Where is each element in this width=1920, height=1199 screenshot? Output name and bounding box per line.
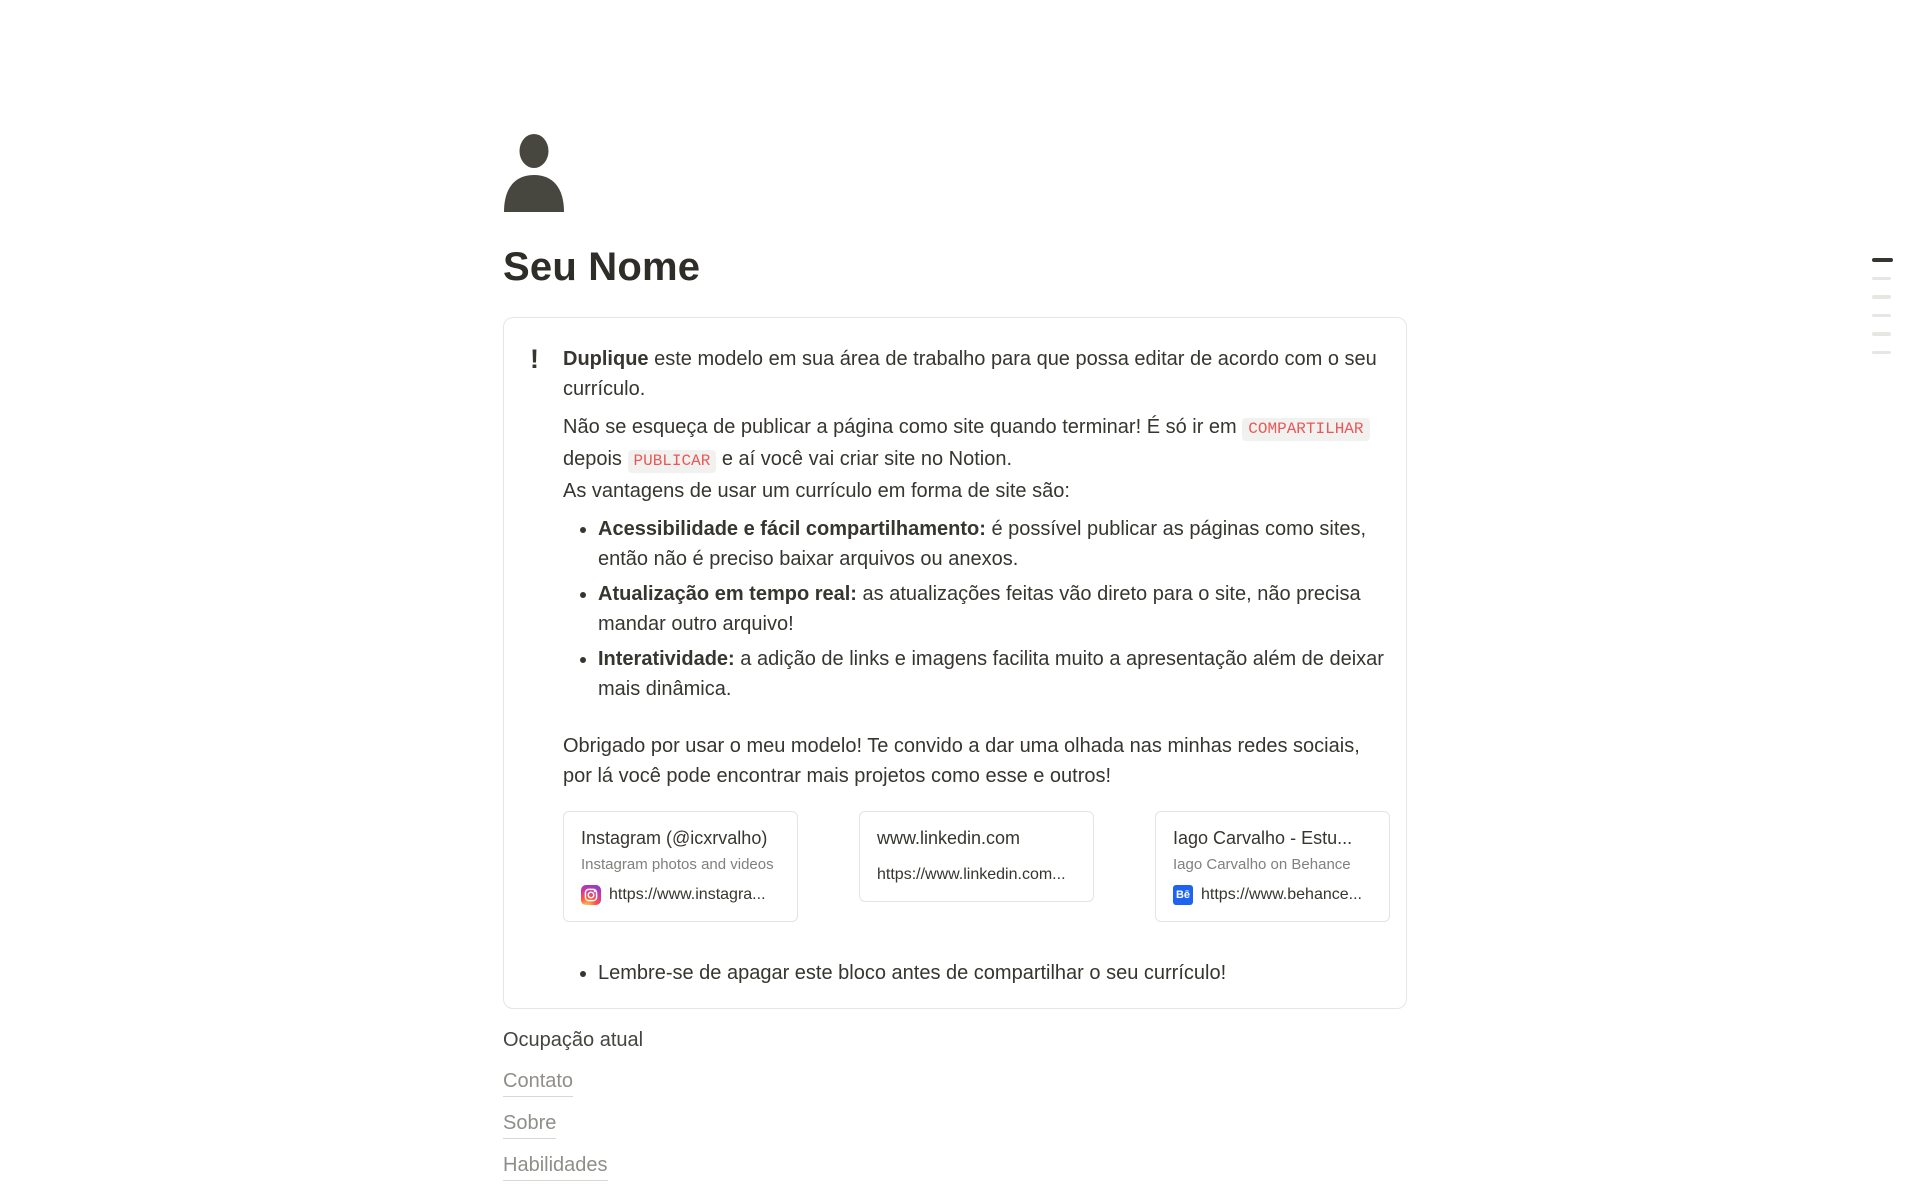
- page-link-contato[interactable]: Contato: [503, 1066, 573, 1097]
- bookmark-url: https://www.linkedin.com...: [877, 866, 1066, 883]
- body-text: este modelo em sua área de trabalho para que possa editar de acordo com o seu currículo.: [563, 348, 1377, 400]
- behance-icon: Bē: [1173, 885, 1193, 905]
- bookmark-url-row: [877, 864, 1076, 886]
- code-badge-publicar: PUBLICAR: [628, 450, 717, 473]
- callout-block: [503, 317, 1407, 1009]
- bookmark-url-row: [581, 884, 780, 906]
- bold-text: Atualização em tempo real:: [598, 583, 857, 605]
- bold-text: Acessibilidade e fácil compartilhamento:: [598, 518, 986, 540]
- toc-bar[interactable]: [1872, 351, 1891, 355]
- toc-bar[interactable]: [1872, 332, 1891, 336]
- bookmark-title: Instagram (@icxrvalho): [581, 828, 768, 848]
- body-text: depois: [563, 448, 628, 470]
- paragraph-duplicate: [563, 344, 1390, 404]
- toc-bar[interactable]: [1872, 314, 1891, 318]
- bookmark-url: https://www.behance...: [1201, 886, 1362, 903]
- body-text: as atualizações feitas vão direto para o site, não precisa mandar outro arquivo!: [598, 583, 1361, 635]
- toc-bar-active[interactable]: [1872, 258, 1893, 262]
- bookmark-title: www.linkedin.com: [877, 828, 1021, 848]
- bookmark-card-instagram[interactable]: [563, 811, 798, 922]
- table-of-contents-indicator: [1872, 258, 1893, 354]
- bookmark-url: https://www.instagra...: [609, 886, 766, 903]
- reminder-list: [563, 958, 1390, 988]
- callout-content: [563, 344, 1390, 988]
- body-text: é possível publicar as páginas como sites, então não é preciso baixar arquivos ou anexos.: [598, 518, 1367, 570]
- callout-icon-column: [530, 344, 563, 988]
- code-badge-compartilhar: COMPARTILHAR: [1242, 418, 1369, 441]
- occupation-text: Ocupação atual: [503, 1029, 644, 1051]
- bookmark-card-behance[interactable]: [1155, 811, 1390, 922]
- toc-bar[interactable]: [1872, 295, 1891, 299]
- bookmark-description: Instagram photos and videos: [581, 856, 774, 873]
- paragraph-thanks: Obrigado por usar o meu modelo! Te convido a dar uma olhada nas minhas redes sociais, por lá você pode encontrar mais projetos como esse e outros!: [563, 735, 1360, 787]
- notion-page: [503, 133, 1413, 1192]
- exclamation-icon: !: [530, 344, 539, 374]
- bookmark-title: Iago Carvalho - Estu...: [1173, 828, 1353, 848]
- empty-line: [563, 709, 1390, 731]
- body-text: e aí você vai criar site no Notion.: [716, 448, 1013, 470]
- page-link-habilidades[interactable]: Habilidades: [503, 1150, 608, 1181]
- person-silhouette-icon[interactable]: [503, 133, 565, 213]
- bookmark-cards-row: [563, 811, 1390, 922]
- bold-text: Interatividade:: [598, 648, 735, 670]
- bookmark-url-row: [1173, 884, 1372, 906]
- list-item: • Lembre-se de apagar este bloco antes de compartilhar o seu currículo!: [598, 958, 1390, 988]
- bookmark-description: Iago Carvalho on Behance: [1173, 856, 1351, 873]
- paragraph-publish: [563, 412, 1390, 506]
- body-text: Não se esqueça de publicar a página como site quando terminar! É só ir em: [563, 416, 1243, 438]
- advantages-list: [563, 514, 1390, 704]
- list-item: [598, 644, 1390, 704]
- toc-bar[interactable]: [1872, 277, 1891, 281]
- bold-text: Duplique: [563, 348, 649, 370]
- page-sections: [503, 1025, 1413, 1192]
- body-text: a adição de links e imagens facilita muito a apresentação além de deixar mais dinâmica.: [598, 648, 1384, 700]
- page-link-sobre[interactable]: Sobre: [503, 1108, 556, 1139]
- page-title: Seu Nome: [503, 245, 701, 289]
- list-item: [598, 514, 1390, 574]
- instagram-icon: [581, 885, 601, 905]
- list-item: [598, 579, 1390, 639]
- body-text: As vantagens de usar um currículo em forma de site são:: [563, 480, 1070, 502]
- bookmark-card-linkedin[interactable]: [859, 811, 1094, 902]
